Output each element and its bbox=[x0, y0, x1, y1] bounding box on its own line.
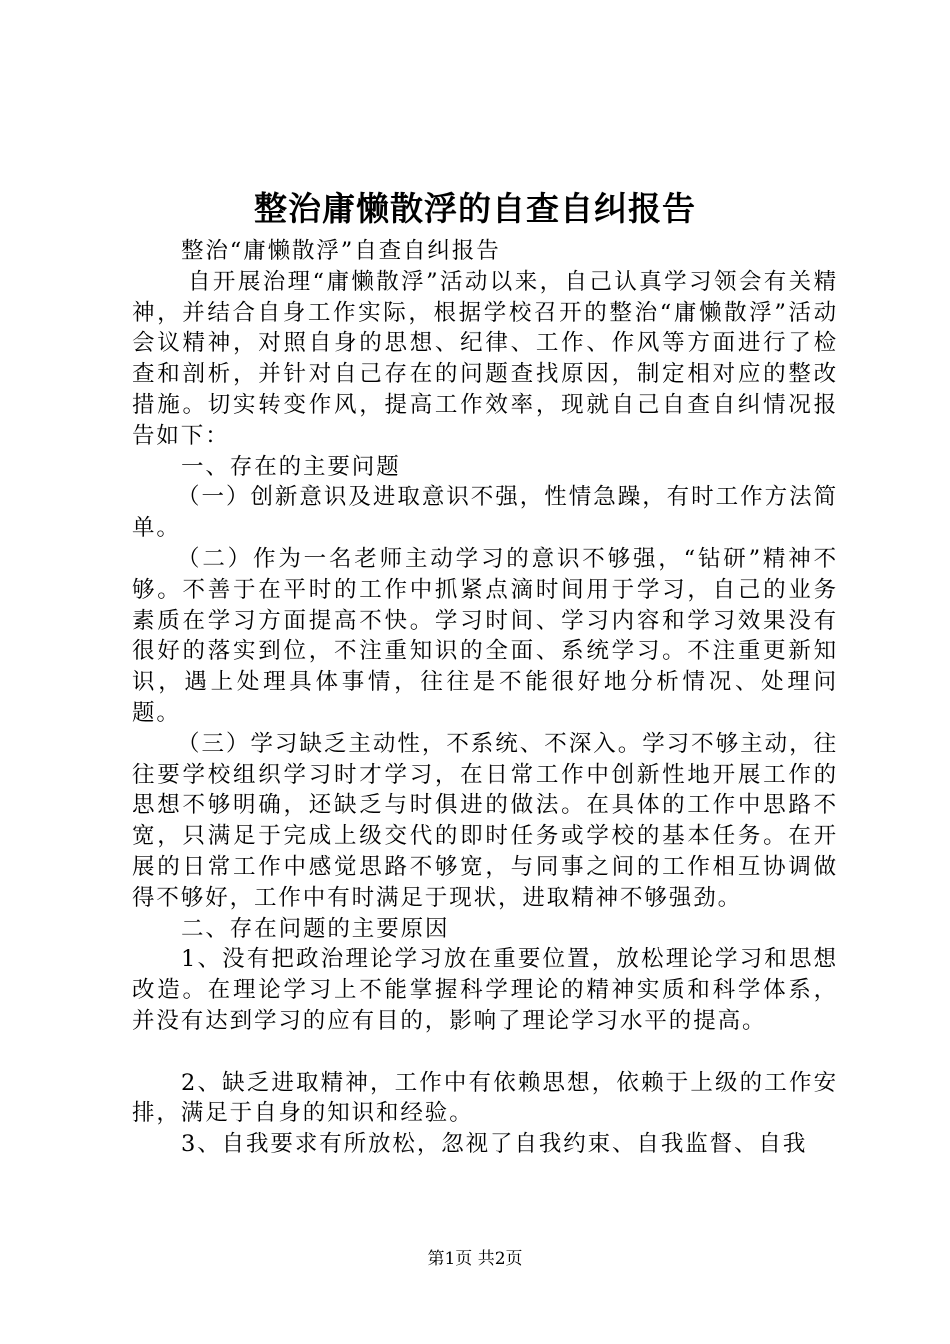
document-body bbox=[132, 236, 838, 1160]
intro-paragraph: 自开展治理“庸懒散浮”活动以来，自己认真学习领会有关精神，并结合自身工作实际，根据学校召开的整治“庸懒散浮”活动会议精神，对照自身的思想、纪律、工作、作风等方面进行了检查和剖析，并针对自己存在的问题查找原因，制定相对应的整改措施。切实转变作风，提高工作效率，现就自己自查自纠情况报告如下： bbox=[132, 268, 838, 449]
section-heading-problems: 一、存在的主要问题 bbox=[181, 453, 401, 480]
blank-line bbox=[132, 1037, 838, 1068]
cause-item-1: 1、没有把政治理论学习放在重要位置，放松理论学习和思想改造。在理论学习上不能掌握科学理论的精神实质和科学体系，并没有达到学习的应有目的，影响了理论学习水平的提高。 bbox=[132, 946, 838, 1034]
problem-item-2: （二）作为一名老师主动学习的意识不够强，“钻研”精神不够。不善于在平时的工作中抓紧点滴时间用于学习，自己的业务素质在学习方面提高不快。学习时间、学习内容和学习效果没有很好的落实到位，不注重知识的全面、系统学习。不注重更新知识，遇上处理具体事情，往往是不能很好地分析情况、处理问题。 bbox=[132, 545, 838, 726]
section-heading-causes: 二、存在问题的主要原因 bbox=[181, 915, 450, 942]
cause-item-2: 2、缺乏进取精神，工作中有依赖思想，依赖于上级的工作安排，满足于自身的知识和经验。 bbox=[132, 1069, 838, 1127]
cause-item-3: 3、自我要求有所放松，忽视了自我约束、自我监督、自我 bbox=[181, 1131, 808, 1158]
problem-item-3: （三）学习缺乏主动性，不系统、不深入。学习不够主动，往往要学校组织学习时才学习，在日常工作中创新性地开展工作的思想不够明确，还缺乏与时俱进的做法。在具体的工作中思路不宽，只满足于完成上级交代的即时任务或学校的基本任务。在开展的日常工作中感觉思路不够宽，与同事之间的工作相互协调做得不够好，工作中有时满足于现状，进取精神不够强劲。 bbox=[132, 730, 838, 911]
page-footer: 第1页 共2页 bbox=[427, 1249, 523, 1269]
subtitle-paragraph: 整治“庸懒散浮”自查自纠报告 bbox=[181, 238, 501, 264]
document-title: 整治庸懒散浮的自查自纠报告 bbox=[254, 189, 696, 228]
problem-item-1: （一）创新意识及进取意识不强，性情急躁，有时工作方法简单。 bbox=[132, 484, 838, 542]
